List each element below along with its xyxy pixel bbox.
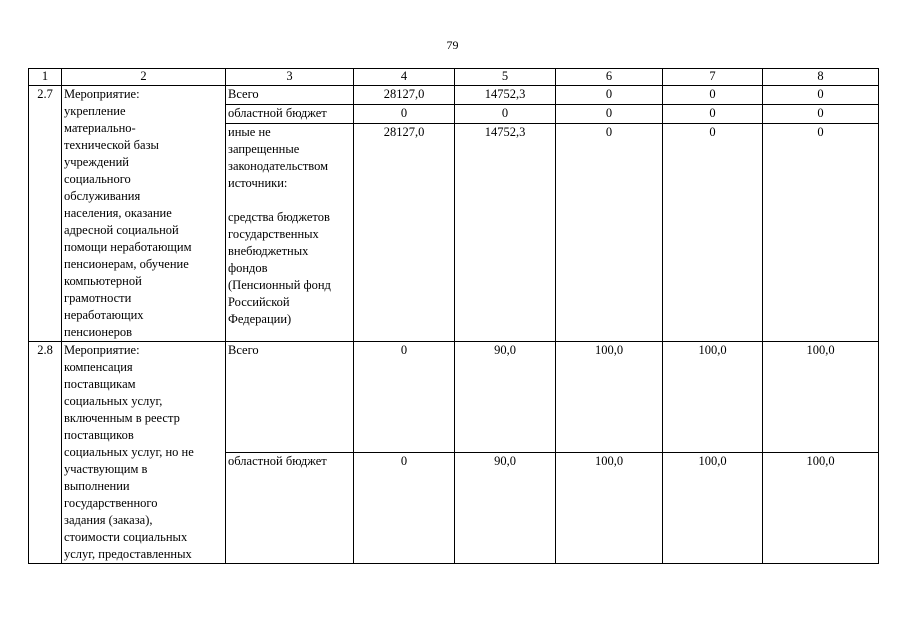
- item-number: 2.8: [29, 342, 62, 564]
- value-cell: 0: [663, 86, 763, 105]
- value-cell: 0: [354, 342, 455, 453]
- header-row: [29, 69, 879, 86]
- value-cell: 90,0: [455, 342, 556, 453]
- header-cell: 1: [29, 69, 62, 86]
- value-cell: 100,0: [763, 342, 879, 453]
- value-cell: 0: [556, 105, 663, 124]
- item-number: 2.7: [29, 86, 62, 342]
- value-cell: 0: [354, 105, 455, 124]
- value-cell: 100,0: [763, 453, 879, 564]
- activity-description: Мероприятие: компенсация поставщикам социальных услуг, включенным в реестр поставщиков социальных услуг, но не участвующим в выполнении государственного задания (заказа), стоимости социальных услуг, предоставленных: [62, 342, 226, 564]
- value-cell: 100,0: [556, 342, 663, 453]
- value-cell: 0: [763, 86, 879, 105]
- value-cell: 14752,3: [455, 124, 556, 342]
- value-cell: 90,0: [455, 453, 556, 564]
- value-cell: 0: [663, 124, 763, 342]
- funding-source-regional: областной бюджет: [226, 453, 354, 564]
- table-row: [29, 342, 879, 453]
- header-cell: 4: [354, 69, 455, 86]
- value-cell: 0: [763, 124, 879, 342]
- funding-source-regional: областной бюджет: [226, 105, 354, 124]
- value-cell: 100,0: [556, 453, 663, 564]
- budget-table: [28, 68, 879, 564]
- table-row: [29, 86, 879, 105]
- header-cell: 8: [763, 69, 879, 86]
- value-cell: 28127,0: [354, 86, 455, 105]
- funding-source-other: иные не запрещенные законодательством источники: средства бюджетов государственных внебюджетных фондов (Пенсионный фонд Российской Федерации): [226, 124, 354, 342]
- header-cell: 5: [455, 69, 556, 86]
- value-cell: 28127,0: [354, 124, 455, 342]
- header-cell: 2: [62, 69, 226, 86]
- funding-source-total: Всего: [226, 86, 354, 105]
- value-cell: 0: [455, 105, 556, 124]
- value-cell: 0: [763, 105, 879, 124]
- value-cell: 0: [663, 105, 763, 124]
- header-cell: 3: [226, 69, 354, 86]
- header-cell: 6: [556, 69, 663, 86]
- header-cell: 7: [663, 69, 763, 86]
- value-cell: 100,0: [663, 342, 763, 453]
- activity-description: Мероприятие: укрепление материально- технической базы учреждений социального обслуживания населения, оказание адресной социальной помощи неработающим пенсионерам, обучение компьютерной грамотности неработающих пенсионеров: [62, 86, 226, 342]
- funding-source-total: Всего: [226, 342, 354, 453]
- page-number: 79: [446, 38, 459, 52]
- value-cell: 0: [556, 86, 663, 105]
- value-cell: 0: [556, 124, 663, 342]
- value-cell: 100,0: [663, 453, 763, 564]
- value-cell: 14752,3: [455, 86, 556, 105]
- value-cell: 0: [354, 453, 455, 564]
